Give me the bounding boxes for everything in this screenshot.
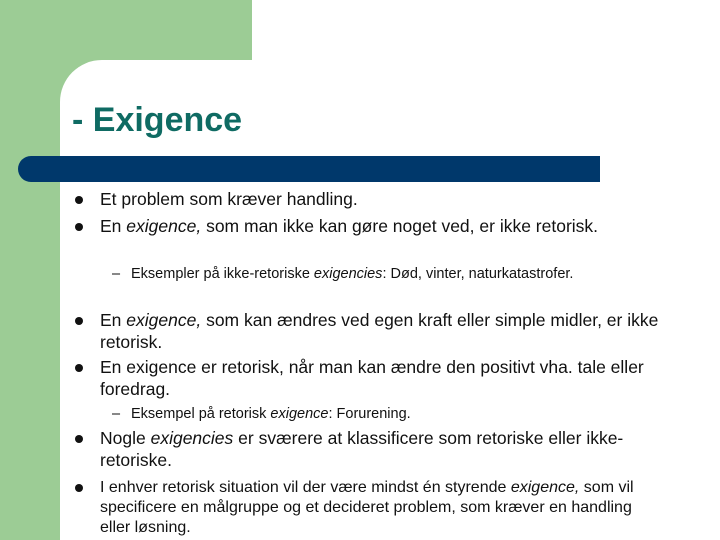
bullet-text-post: som kan ændres ved egen kraft eller simple midler, er ikke retorisk.	[100, 310, 659, 352]
slide-title: - Exigence	[72, 101, 243, 139]
sub-bullet-text-post: : Forurening.	[328, 406, 411, 422]
bullet-item	[100, 478, 660, 538]
bullet-text-pre: Nogle	[100, 428, 151, 448]
bullet-text-emphasis: exigencies	[150, 428, 234, 448]
sub-bullet-text-emphasis: exigencies	[313, 266, 383, 282]
bullet-text-post: som vil specificere en målgruppe og et decideret problem, som kræver en handling eller løsning.	[100, 479, 634, 536]
sub-bullet-item	[112, 404, 601, 424]
bullet-text-pre: En	[100, 216, 127, 236]
bullet-text-emphasis: exigence,	[126, 310, 202, 330]
bullet-dot-icon	[75, 364, 83, 372]
sub-bullet-text-pre: Eksempel på retorisk	[131, 406, 271, 422]
bullet-item	[100, 428, 660, 471]
bullet-item	[100, 357, 660, 400]
bullet-item	[100, 189, 660, 211]
sub-bullet-text-pre: Eksempler på ikke-retoriske	[131, 266, 314, 282]
sub-bullet-text-emphasis: exigence	[270, 406, 329, 422]
bullet-text-pre: I enhver retorisk situation vil der være mindst én styrende	[100, 479, 511, 496]
bullet-text-emphasis: exigence,	[510, 479, 580, 496]
bullet-text-post: er sværere at klassificere som retoriske eller ikke-retoriske.	[100, 428, 624, 470]
bullet-item	[100, 216, 660, 238]
bullet-dot-icon	[75, 484, 83, 492]
bullet-dot-icon	[75, 317, 83, 325]
bullet-text: En exigence er retorisk, når man kan ændre den positivt vha. tale eller foredrag.	[100, 357, 644, 399]
dash-icon: –	[112, 406, 121, 422]
bullet-item	[100, 310, 660, 353]
bullet-dot-icon	[75, 196, 83, 204]
sub-bullet-item	[112, 264, 601, 284]
bullet-text-emphasis: exigence,	[126, 216, 202, 236]
bullet-text-pre: En	[100, 310, 127, 330]
bullet-dot-icon	[75, 223, 83, 231]
bullet-dot-icon	[75, 435, 83, 443]
dash-icon: –	[112, 266, 121, 282]
bullet-text: Et problem som kræver handling.	[100, 189, 358, 209]
sub-bullet-text-post: : Død, vinter, naturkatastrofer.	[382, 266, 574, 282]
bullet-text-post: som man ikke kan gøre noget ved, er ikke retorisk.	[201, 216, 599, 236]
